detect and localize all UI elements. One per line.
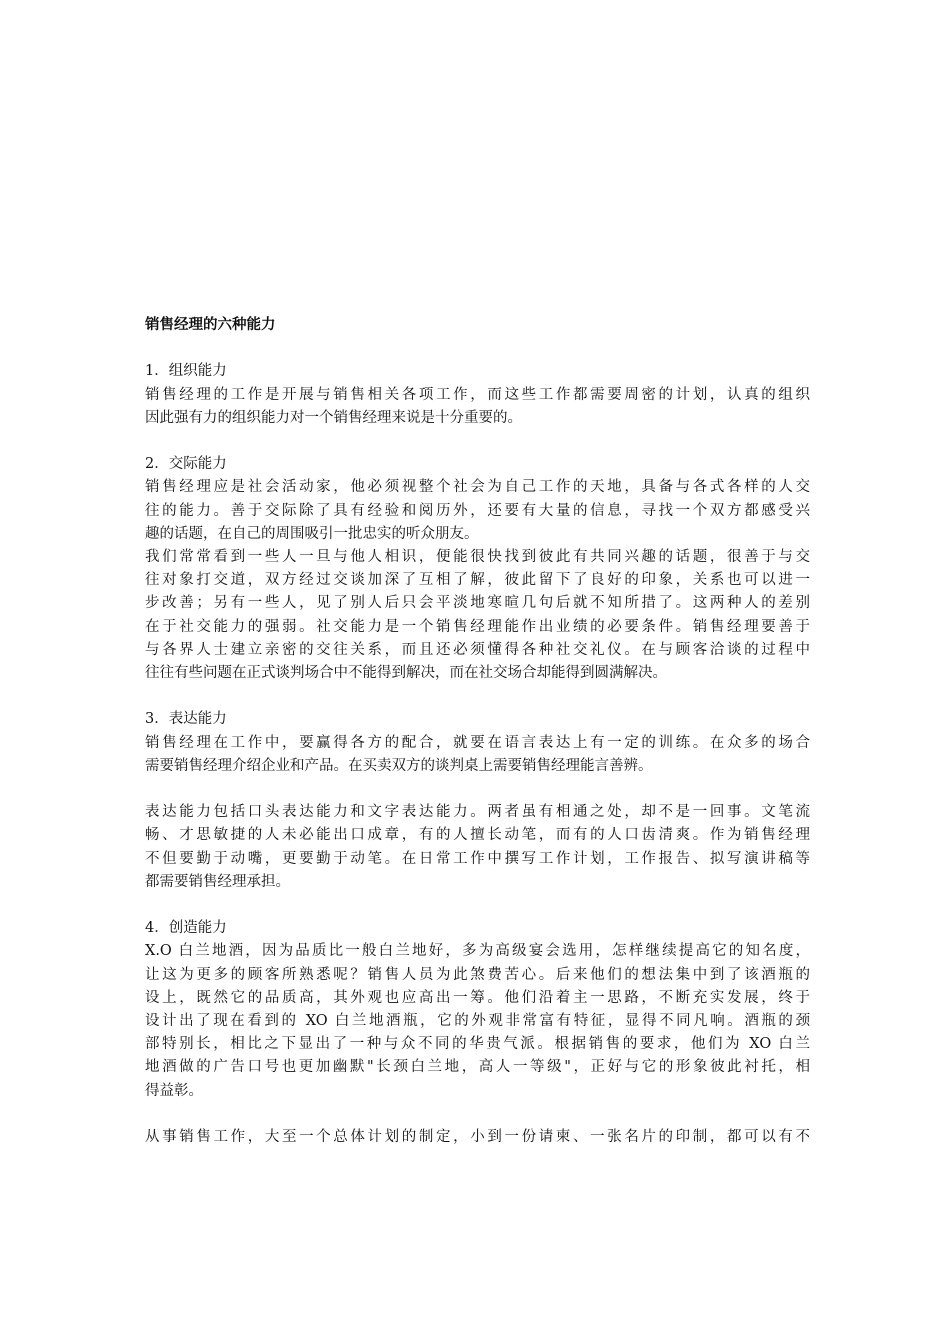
blank-line — [145, 778, 810, 801]
blank-line — [145, 337, 810, 360]
blank-line — [145, 430, 810, 453]
paragraph-line: 从事销售工作，大至一个总体计划的制定，小到一份请柬、一张名片的印制，都可以有不 — [145, 1129, 810, 1145]
section-heading-communication: 2．交际能力 — [145, 456, 227, 473]
paragraph-line: 销售经理在工作中，要赢得各方的配合，就要在语言表达上有一定的训练。在众多的场合 — [145, 734, 810, 751]
paragraph-line: 设计出了现在看到的 XO 白兰地酒瓶，它的外观非常富有特征，显得不同凡响。酒瓶的颈 — [145, 1013, 810, 1029]
section-heading-organization: 1．组织能力 — [145, 363, 227, 380]
paragraph-line: 因此强有力的组织能力对一个销售经理来说是十分重要的。 — [145, 409, 522, 426]
paragraph-line: 与各界人士建立亲密的交往关系，而且还必须懂得各种社交礼仪。在与顾客洽谈的过程中 — [145, 641, 810, 658]
paragraph-line: 让这为更多的顾客所熟悉呢？销售人员为此煞费苦心。后来他们的想法集中到了该酒瓶的 — [145, 966, 810, 983]
paragraph-line: 需要销售经理介绍企业和产品。在买卖双方的谈判桌上需要销售经理能言善辨。 — [145, 757, 653, 774]
blank-line — [145, 1103, 810, 1126]
blank-line — [145, 894, 810, 917]
paragraph-line: 销售经理的工作是开展与销售相关各项工作，而这些工作都需要周密的计划，认真的组织 — [145, 386, 810, 403]
paragraph-line: 设上，既然它的品质高，其外观也应高出一筹。他们沿着主一思路，不断充实发展，终于 — [145, 989, 810, 1006]
document-title: 销售经理的六种能力 — [145, 317, 276, 333]
paragraph-line: 往往有些问题在正式谈判场合中不能得到解决，而在社交场合却能得到圆满解决。 — [145, 665, 667, 681]
paragraph-line: 在于社交能力的强弱。社交能力是一个销售经理能作出业绩的必要条件。销售经理要善于 — [145, 618, 810, 635]
paragraph-line: 部特别长，相比之下显出了一种与众不同的华贵气派。根据销售的要求，他们为 XO 白兰 — [145, 1036, 810, 1053]
paragraph-line: 往对象打交道，双方经过交谈加深了互相了解，彼此留下了良好的印象，关系也可以进一 — [145, 572, 810, 589]
paragraph-line: 得益彰。 — [145, 1082, 203, 1099]
paragraph-line: X.O 白兰地酒，因为品质比一般白兰地好，多为高级宴会选用，怎样继续提高它的知名度， — [145, 943, 810, 960]
document-body — [145, 314, 810, 1149]
paragraph-line: 表达能力包括口头表达能力和文字表达能力。两者虽有相通之处，却不是一回事。文笔流 — [145, 804, 810, 821]
paragraph-line: 趣的话题，在自己的周围吸引一批忠实的听众朋友。 — [145, 525, 479, 542]
section-heading-expression: 3．表达能力 — [145, 711, 227, 728]
paragraph-line: 畅、才思敏捷的人未必能出口成章，有的人擅长动笔，而有的人口齿清爽。作为销售经理 — [145, 827, 810, 844]
paragraph-line: 步改善；另有一些人，见了别人后只会平淡地寒暄几句后就不知所措了。这两种人的差别 — [145, 595, 810, 612]
paragraph-line: 销售经理应是社会活动家，他必须视整个社会为自己工作的天地，具备与各式各样的人交 — [145, 479, 810, 496]
paragraph-line: 都需要销售经理承担。 — [145, 873, 290, 890]
section-heading-creativity: 4．创造能力 — [145, 920, 227, 937]
paragraph-line: 不但要勤于动嘴，更要勤于动笔。在日常工作中撰写工作计划，工作报告、拟写演讲稿等 — [145, 850, 810, 867]
paragraph-line: 地酒做的广告口号也更加幽默"长颈白兰地，高人一等级"，正好与它的形象彼此衬托，相 — [145, 1059, 810, 1076]
paragraph-line: 我们常常看到一些人一旦与他人相识，便能很快找到彼此有共同兴趣的话题，很善于与交 — [145, 548, 810, 565]
paragraph-line: 往的能力。善于交际除了具有经验和阅历外，还要有大量的信息，寻找一个双方都感受兴 — [145, 502, 810, 519]
blank-line — [145, 685, 810, 708]
